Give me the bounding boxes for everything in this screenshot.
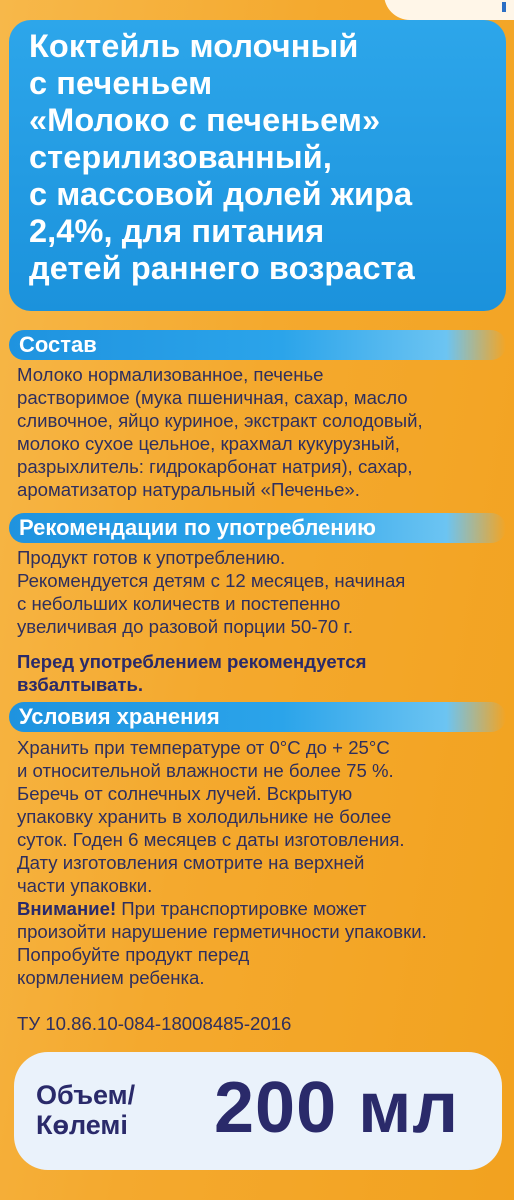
composition-line: молоко сухое цельное, крахмал кукурузный, [17, 433, 400, 454]
volume-label-ru: Объем/ [36, 1080, 136, 1110]
volume-label-kz: Көлемі [36, 1110, 128, 1140]
package-corner-tab [384, 0, 514, 20]
warning-line: кормлением ребенка. [17, 967, 205, 988]
product-title-line: с массовой долей жира [29, 176, 413, 212]
shake-instruction [17, 650, 507, 696]
recommendations-line: Продукт готов к употреблению. [17, 547, 286, 568]
warning-text: При транспортировке может [116, 898, 367, 919]
storage-heading: Условия хранения [19, 704, 220, 729]
product-title-line: «Молоко с печеньем» [29, 102, 381, 138]
composition-text [17, 363, 507, 501]
recommendations-line: увеличивая до разовой порции 50-70 г. [17, 616, 354, 637]
storage-line: и относительной влажности не более 75 %. [17, 760, 394, 781]
warning-line [17, 897, 507, 920]
storage-text [17, 736, 507, 989]
storage-heading-bar [9, 702, 506, 732]
product-title-line: с печеньем [29, 65, 213, 101]
composition-line: растворимое (мука пшеничная, сахар, масло [17, 387, 408, 408]
warning-label: Внимание! [17, 898, 117, 919]
recommendations-line: Рекомендуется детям с 12 месяцев, начиная [17, 570, 406, 591]
storage-line: части упаковки. [17, 875, 153, 896]
volume-box [14, 1052, 502, 1170]
product-title-line: стерилизованный, [29, 139, 332, 175]
recommendations-line: с небольших количеств и постепенно [17, 593, 341, 614]
corner-mark [502, 2, 506, 12]
composition-line: сливочное, яйцо куриное, экстракт солодовый, [17, 410, 423, 431]
shake-instruction-line: Перед употреблением рекомендуется [17, 651, 367, 672]
technical-standard: ТУ 10.86.10-084-18008485-2016 [17, 1013, 292, 1034]
product-title-line: 2,4%, для питания [29, 213, 325, 249]
volume-value: 200 мл [214, 1068, 460, 1148]
storage-line: Дату изготовления смотрите на верхней [17, 852, 365, 873]
composition-line: Молоко нормализованное, печенье [17, 364, 324, 385]
product-title-line: детей раннего возраста [29, 250, 415, 286]
product-title-box [9, 20, 506, 311]
composition-line: ароматизатор натуральный «Печенье». [17, 479, 360, 500]
storage-line: Хранить при температуре от 0°С до + 25°С [17, 737, 390, 758]
shake-instruction-line: взбалтывать. [17, 674, 144, 695]
composition-heading: Состав [19, 332, 97, 357]
storage-line: суток. Годен 6 месяцев с даты изготовления. [17, 829, 405, 850]
storage-line: Беречь от солнечных лучей. Вскрытую [17, 783, 353, 804]
composition-line: разрыхлитель: гидрокарбонат натрия), сахар, [17, 456, 413, 477]
warning-line: произойти нарушение герметичности упаковки. [17, 921, 427, 942]
recommendations-heading: Рекомендации по употреблению [19, 515, 376, 540]
recommendations-heading-bar [9, 513, 506, 543]
recommendations-text [17, 546, 507, 638]
product-title-line: Коктейль молочный [29, 28, 359, 64]
composition-heading-bar [9, 330, 506, 360]
storage-line: упаковку хранить в холодильнике не более [17, 806, 392, 827]
warning-line: Попробуйте продукт перед [17, 944, 250, 965]
